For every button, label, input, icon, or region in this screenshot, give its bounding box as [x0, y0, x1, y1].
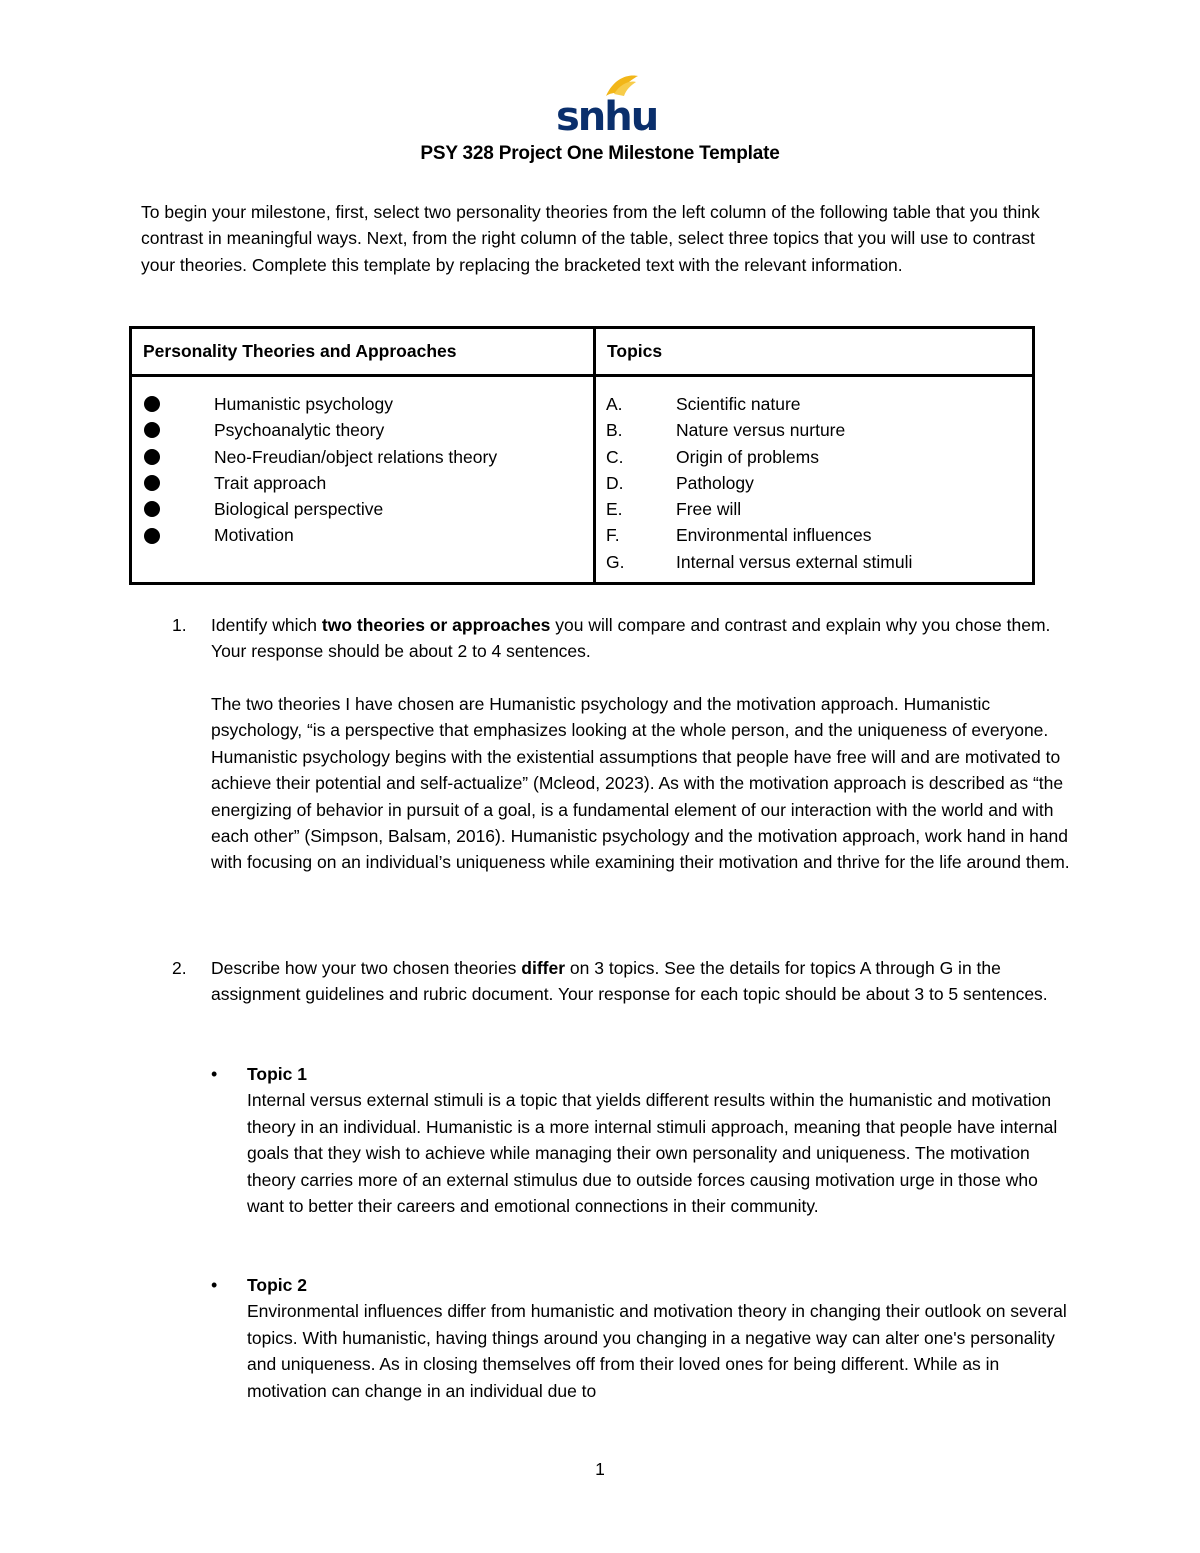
theory-item: Humanistic psychology — [142, 391, 593, 417]
topics-header: Topics — [595, 328, 1034, 376]
bullet-dot-icon — [144, 475, 160, 491]
bullet-dot-icon — [144, 449, 160, 465]
question-1-prompt: Identify which two theories or approaches you will compare and contrast and explain why you chose them. Your response should be about 2 to 4 sentences. — [211, 615, 1051, 662]
topic-item: A. Scientific nature — [606, 394, 801, 414]
theories-topics-table — [129, 326, 1035, 585]
theories-header: Personality Theories and Approaches — [131, 328, 595, 376]
question-2-prompt: Describe how your two chosen theories differ on 3 topics. See the details for topics A through G in the assignment guidelines and rubric document. Your response for each topic should be about 3 to 5 sentences. — [211, 958, 1048, 1005]
topic-item: F. Environmental influences — [606, 525, 872, 546]
snhu-logo — [554, 72, 658, 140]
topic-1-bullet: • — [211, 1064, 218, 1084]
question-2-number: 2. — [172, 958, 187, 978]
topic-2-bullet: • — [211, 1275, 218, 1295]
bullet-dot-icon — [144, 422, 160, 438]
bullet-dot-icon — [144, 396, 160, 412]
bullet-dot-icon — [144, 528, 160, 544]
topic-2-block — [247, 1272, 1067, 1404]
topic-item: E. Free will — [606, 499, 742, 520]
page-number: 1 — [595, 1459, 605, 1479]
intro-paragraph: To begin your milestone, first, select two personality theories from the left column of the following table that you think contrast in meaningful ways. Next, from the right column of the table, select three topics that you will use to contrast your theories. Complete this template by replacing the bracketed text with the relevant information. — [141, 202, 1040, 275]
topics-cell — [595, 376, 1034, 584]
theory-item: Trait approach — [142, 470, 593, 496]
page-title: PSY 328 Project One Milestone Template — [420, 143, 780, 164]
topic-1-title: Topic 1 — [247, 1064, 307, 1084]
topic-item: C. Origin of problems — [606, 446, 819, 467]
topic-1-block — [247, 1061, 1067, 1219]
question-1-answer: The two theories I have chosen are Humanistic psychology and the motivation approach. Humanistic psychology, “is a perspective that emphasizes looking at the whole person, and the uniqueness of everyone. Humanistic psychology begins with the existential assumptions that people have free will and are motivated to achieve their potential and self-actualize” (Mcleod, 2023). As with the motivation approach is described as “the energizing of behavior in pursuit of a goal, is a fundamental element of our interaction with the world and with each other” (Simpson, Balsam, 2016). Humanistic psychology and the motivation approach, work hand in hand with focusing on an individual’s uniqueness while examining their motivation and thrive for the life around them. — [211, 694, 1070, 873]
question-1-number: 1. — [172, 615, 187, 635]
topic-2-text: Environmental influences differ from humanistic and motivation theory in changing their outlook on several topics. With humanistic, having things around you changing in a negative way can alter one's personality and uniqueness. As in closing themselves off from their loved ones for being different. While as in motivation can change in an individual due to — [247, 1301, 1067, 1401]
topic-2-title: Topic 2 — [247, 1275, 307, 1295]
theory-item: Biological perspective — [142, 496, 593, 522]
theory-item: Psychoanalytic theory — [142, 417, 593, 443]
theory-item: Neo-Freudian/object relations theory — [142, 444, 593, 470]
topic-item: D. Pathology — [606, 472, 754, 493]
topic-1-text: Internal versus external stimuli is a topic that yields different results within the humanistic and motivation theory in an individual. Humanistic is a more internal stimuli approach, meaning that people have internal goals that they wish to achieve while managing their own personality and uniqueness. The motivation theory carries more of an external stimulus due to outside forces causing motivation urge in those who want to better their careers and emotional connections in their community. — [247, 1090, 1058, 1217]
topic-item: B. Nature versus nurture — [606, 420, 846, 441]
theory-item: Motivation — [142, 522, 593, 548]
topic-item: G. Internal versus external stimuli — [606, 551, 913, 572]
svg-text:snhu: snhu — [556, 94, 658, 140]
theories-cell — [131, 376, 595, 584]
bullet-dot-icon — [144, 501, 160, 517]
